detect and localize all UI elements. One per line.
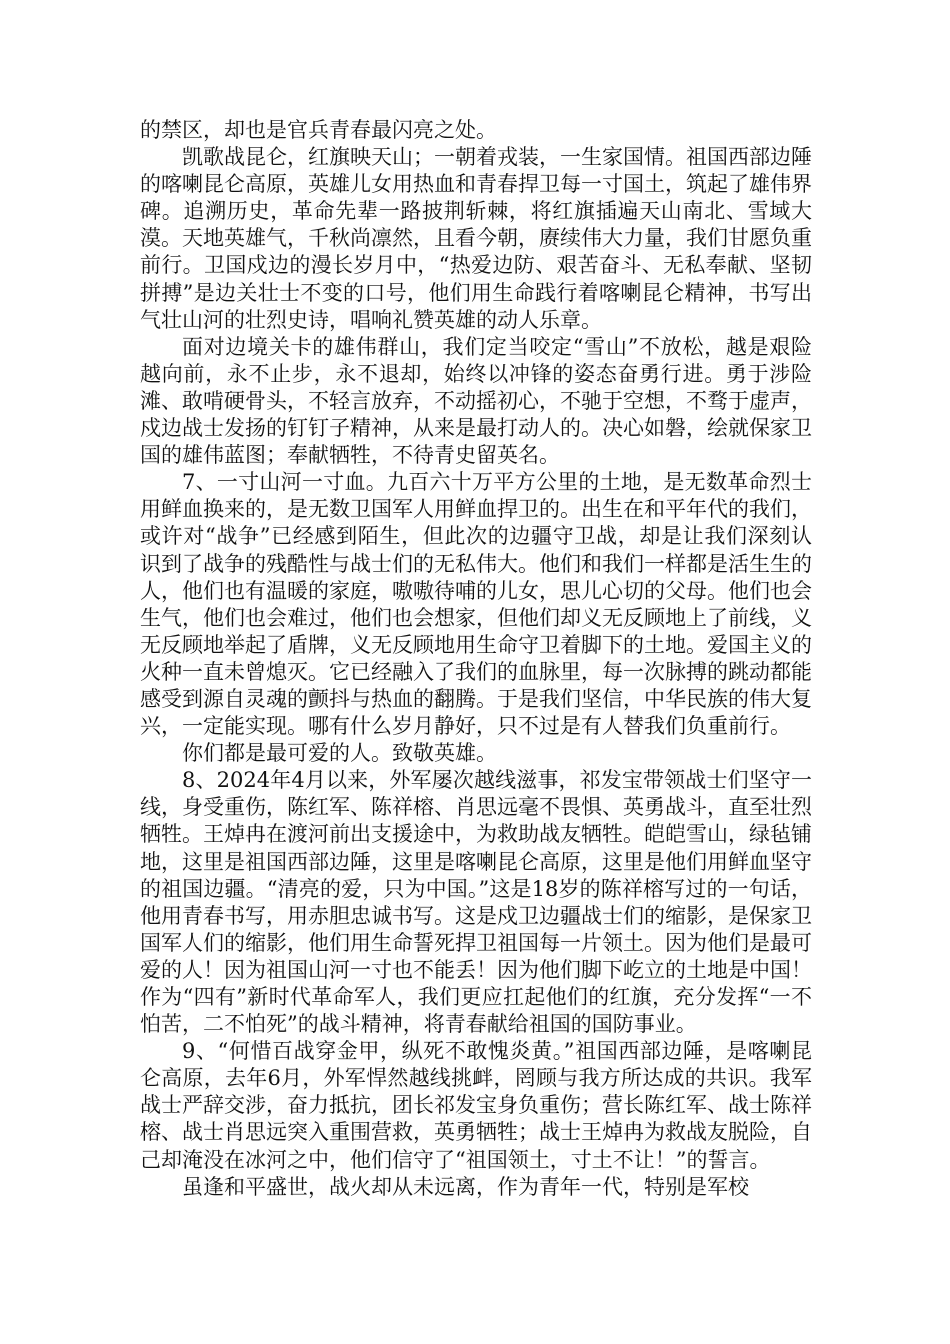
paragraph-1: 的禁区，却也是官兵青春最闪亮之处。 xyxy=(140,118,497,142)
paragraph-5: 你们都是最可爱的人。致敬英雄。 xyxy=(182,741,497,766)
paragraph-2: 凯歌战昆仑，红旗映天山；一朝着戎装，一生家国情。祖国西部边陲的喀喇昆仑高原，英雄儿女用热血和青春捍卫每一寸国土，筑起了雄伟界碑。追溯历史，革命先辈一路披荆斩棘，将红旗插遍天山南北、雪域大漠。天地英雄气，千秋尚凛然，且看今朝，赓续伟大力量，我们甘愿负重前行。卫国戍边的漫长岁月中，“热爱边防、艰苦奋斗、无私奉献、坚韧拼搏”是边关壮士不变的口号，他们用生命践行着喀喇昆仑精神，书写出气壮山河的壮烈史诗，唱响礼赞英雄的动人乐章。 xyxy=(140,145,812,332)
document-page xyxy=(140,117,812,1201)
paragraph-8: 虽逢和平盛世，战火却从未远离，作为青年一代，特别是军校 xyxy=(182,1174,749,1199)
paragraph-3: 面对边境关卡的雄伟群山，我们定当咬定“雪山”不放松，越是艰险越向前，永不止步，永不退却，始终以冲锋的姿态奋勇行进。勇于涉险滩、敢啃硬骨头，不轻言放弃，不动摇初心，不驰于空想，不骛于虚声，戍边战士发扬的钉钉子精神，从来是最打动人的。决心如磐，绘就保家卫国的雄伟蓝图；奉献牺牲，不待青史留英名。 xyxy=(140,334,812,468)
paragraph-7: 9、“何惜百战穿金甲，纵死不敢愧炎黄。”祖国西部边陲，是喀喇昆仑高原，去年6月，外军悍然越线挑衅，罔顾与我方所达成的共识。我军战士严辞交涉，奋力抵抗，团长祁发宝身负重伤；营长陈红军、战士陈祥榕、战士肖思远突入重围营救，英勇牺牲；战士王焯冉为救战友脱险，自己却淹没在冰河之中，他们信守了“祖国领土，寸土不让！”的誓言。 xyxy=(140,1039,812,1172)
paragraph-6: 8、2024年4月以来，外军屡次越线滋事，祁发宝带领战士们坚守一线，身受重伤，陈红军、陈祥榕、肖思远毫不畏惧、英勇战斗，直至壮烈牺牲。王焯冉在渡河前出支援途中，为救助战友牺牲。皑皑雪山，绿毡铺地，这里是祖国西部边陲，这里是喀喇昆仑高原，这里是他们用鲜血坚守的祖国边疆。“清亮的爱，只为中国。”这是18岁的陈祥榕写过的一句话，他用青春书写，用赤胆忠诚书写。这是戍卫边疆战士们的缩影，是保家卫国军人们的缩影，他们用生命誓死捍卫祖国每一片领土。因为他们是最可爱的人！因为祖国山河一寸也不能丢！因为他们脚下屹立的土地是中国！作为“四有”新时代革命军人，我们更应扛起他们的红旗，充分发挥“一不怕苦，二不怕死”的战斗精神，将青春献给祖国的国防事业。 xyxy=(140,768,812,1037)
paragraph-4: 7、一寸山河一寸血。九百六十万平方公里的土地，是无数革命烈士用鲜血换来的，是无数卫国军人用鲜血捍卫的。出生在和平年代的我们，或许对“战争”已经感到陌生，但此次的边疆守卫战，却是让我们深刻认识到了战争的残酷性与战士们的无私伟大。他们和我们一样都是活生生的人，他们也有温暖的家庭，嗷嗷待哺的儿女，思儿心切的父母。他们也会生气，他们也会难过，他们也会想家，但他们却义无反顾地上了前线，义无反顾地举起了盾牌，义无反顾地用生命守卫着脚下的土地。爱国主义的火种一直未曾熄灭。它已经融入了我们的血脉里，每一次脉搏的跳动都能感受到源自灵魂的颤抖与热血的翻腾。于是我们坚信，中华民族的伟大复兴，一定能实现。哪有什么岁月静好，只不过是有人替我们负重前行。 xyxy=(140,470,812,739)
